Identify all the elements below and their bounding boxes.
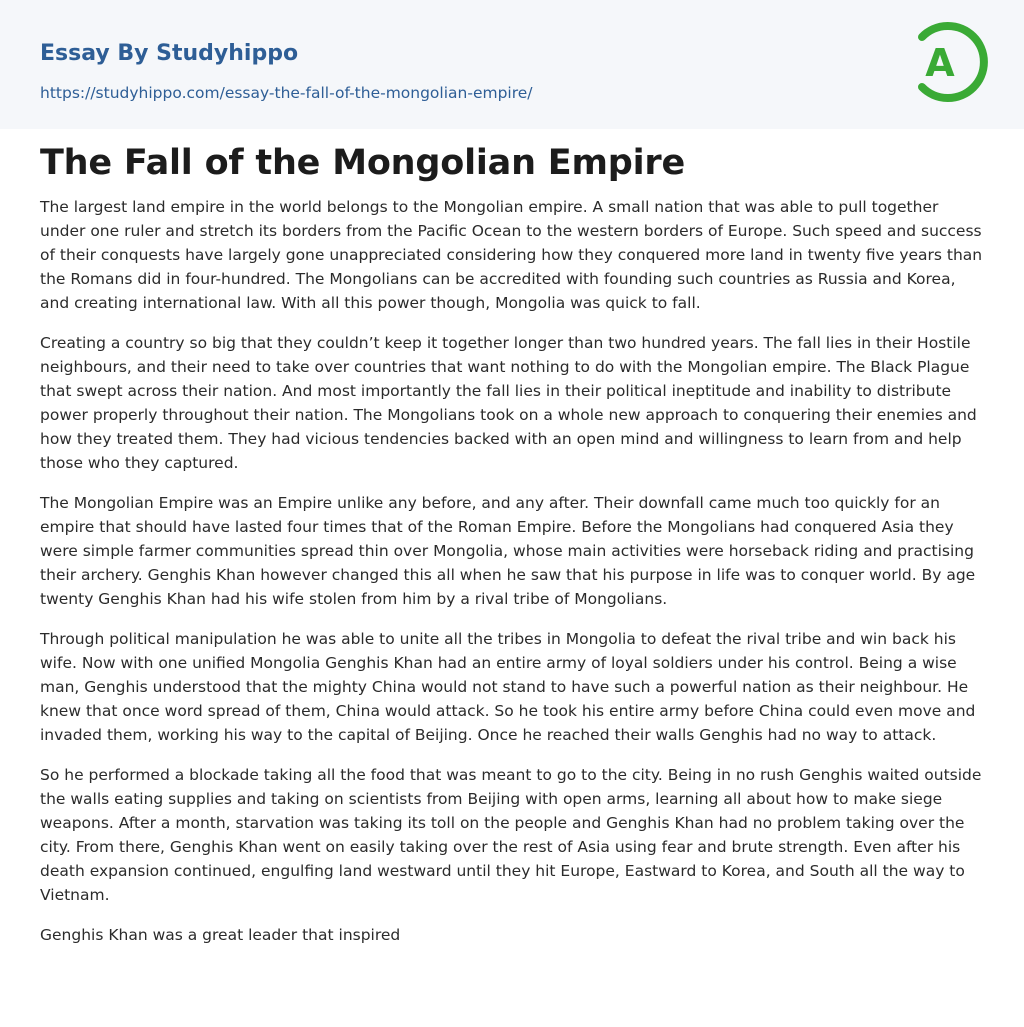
logo-letter: A: [925, 41, 955, 85]
essay-paragraph-3: The Mongolian Empire was an Empire unlike any before, and any after. Their downfall came much too quickly for an empire that should have lasted four times that of the Roman Empire. Before the Mongolians had conquered Asia they were simple farmer communities spread thin over Mongolia, whose main activities were horseback riding and practising their archery. Genghis Khan however changed this all when he saw that his purpose in life was to conquer world. By age twenty Genghis Khan had his wife stolen from him by a rival tribe of Mongolians.: [40, 494, 976, 608]
essay-paragraph-5: So he performed a blockade taking all the food that was meant to go to the city. Being in no rush Genghis waited outside the walls eating supplies and taking on scientists from Beijing with open arms, learning all about how to make siege weapons. After a month, starvation was taking its toll on the people and Genghis Khan had no problem taking over the city. From there, Genghis Khan went on easily taking over the rest of Asia using fear and brute strength. Even after his death expansion continued, engulfing land westward until they hit Europe, Eastward to Korea, and South all the way to Vietnam.: [40, 766, 982, 904]
essay-paragraph-4: Through political manipulation he was able to unite all the tribes in Mongolia to defeat the rival tribe and win back his wife. Now with one unified Mongolia Genghis Khan had an entire army of loyal soldiers under his control. Being a wise man, Genghis understood that the mighty China would not stand to have such a powerful nation as their neighbour. He knew that once word spread of them, China would attack. So he took his entire army before China could even move and invaded them, working his way to the capital of Beijing. Once he reached their walls Genghis had no way to attack.: [40, 630, 976, 744]
site-brand[interactable]: Essay By Studyhippo: [40, 41, 299, 66]
studyhippo-logo-icon[interactable]: [910, 18, 988, 106]
essay-url-link[interactable]: https://studyhippo.com/essay-the-fall-of-the-mongolian-empire/: [40, 84, 533, 102]
essay-paragraph-6: Genghis Khan was a great leader that inspired: [40, 926, 401, 944]
page-title: The Fall of the Mongolian Empire: [40, 143, 686, 183]
essay-body: [40, 195, 984, 963]
site-header: [0, 0, 1024, 129]
essay-paragraph-1: The largest land empire in the world belongs to the Mongolian empire. A small nation that was able to pull together under one ruler and stretch its borders from the Pacific Ocean to the western borders of Europe. Such speed and success of their conquests have largely gone unappreciated considering how they conquered more land in twenty five years than the Romans did in four-hundred. The Mongolians can be accredited with founding such countries as Russia and Korea, and creating international law. With all this power though, Mongolia was quick to fall.: [40, 198, 983, 312]
essay-paragraph-2: Creating a country so big that they couldn’t keep it together longer than two hundred years. The fall lies in their Hostile neighbours, and their need to take over countries that want nothing to do with the Mongolian empire. The Black Plague that swept across their nation. And most importantly the fall lies in their political ineptitude and inability to distribute power properly throughout their nation. The Mongolians took on a whole new approach to conquering their enemies and how they treated them. They had vicious tendencies backed with an open mind and willingness to learn from and help those who they captured.: [40, 334, 977, 472]
